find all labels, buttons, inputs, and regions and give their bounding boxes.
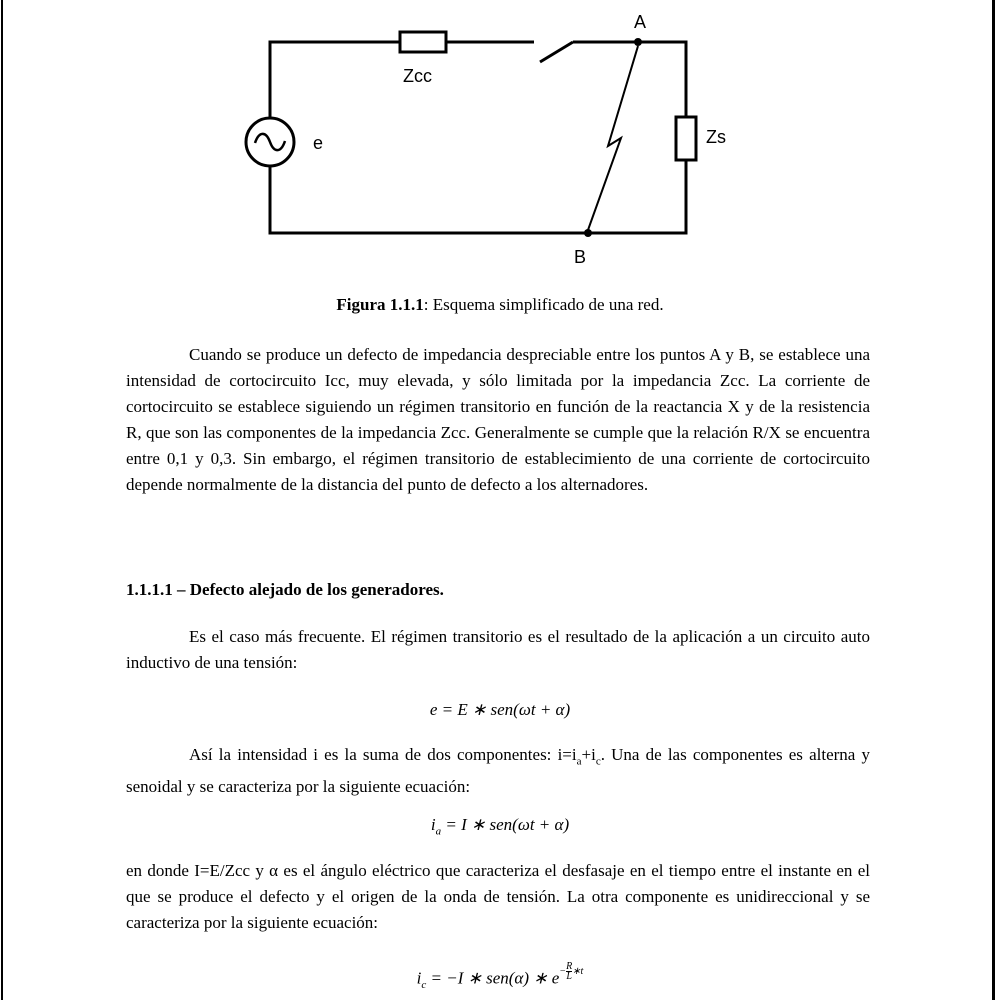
paragraph-3-text-before: Así la intensidad i es la suma de dos componentes: i=i — [189, 745, 577, 764]
node-a-dot — [634, 38, 642, 46]
paragraph-1: Cuando se produce un defecto de impedancia despreciable entre los puntos A y B, se establece una intensidad de cortocircuito Icc, muy elevada, y sólo limitada por la impedancia Zcc. La corriente de cortocircuito se establece siguiendo un régimen transitorio en función de la reactancia X y de la resistencia R, que son las componentes de la impedancia Zcc. Generalmente se cumple que la relación R/X se encuentra entre 0,1 y 0,3. Sin embargo, el régimen transitorio de establecimiento de una corriente de cortocircuito depende normalmente de la distancia del punto de defecto a los alternadores. — [126, 345, 870, 494]
figure-caption-text: : Esquema simplificado de una red. — [423, 295, 664, 314]
label-e: e — [313, 133, 324, 153]
subscript-c: c — [595, 755, 601, 768]
paragraph-4: en donde I=E/Zcc y α es el ángulo eléctrico que caracteriza el desfasaje en el tiempo entre el instante en el que se produce el defecto y el origen de la onda de tensión. La otra componente es unidireccional y se caracteriza por la siguiente ecuación: — [126, 861, 870, 932]
subscript-a: a — [576, 755, 582, 768]
equation-3-exponent — [559, 961, 584, 982]
section-heading: 1.1.1.1 – Defecto alejado de los generadores. — [126, 580, 444, 599]
equation-3-rhs: = −I ∗ sen(α) ∗ e — [426, 968, 560, 988]
exponent-sign: − — [559, 965, 567, 977]
zcc-resistor — [400, 32, 446, 52]
exponent-tail: ∗t — [572, 965, 584, 977]
figure-label: Figura 1.1.1 — [336, 295, 424, 314]
circuit-wires — [270, 42, 686, 233]
equation-3 — [0, 961, 1000, 991]
paragraph-2: Es el caso más frecuente. El régimen transitorio es el resultado de la aplicación a un circuito auto inductivo de una tensión: — [126, 627, 870, 672]
equation-2-rhs: = I ∗ sen(ωt + α) — [441, 815, 570, 834]
equation-1: e = E ∗ sen(ωt + α) — [429, 700, 571, 719]
label-zs: Zs — [706, 127, 726, 147]
equation-2-lhs: i — [430, 815, 436, 834]
equation-2-lhs-sub: a — [435, 825, 442, 838]
paragraph-3-text-after: . Una de las componentes es alterna y senoidal y se caracteriza por la siguiente ecuación: — [126, 745, 870, 797]
figure-caption — [0, 295, 1000, 315]
circuit-diagram — [0, 0, 1000, 290]
equation-2 — [0, 815, 1000, 837]
label-zcc: Zcc — [403, 66, 432, 86]
equation-3-lhs-sub: c — [421, 978, 427, 991]
fault-lightning-icon — [588, 46, 638, 230]
zs-resistor — [676, 117, 696, 160]
exponent-numerator: R — [566, 961, 573, 972]
paragraph-3 — [126, 742, 870, 800]
ac-source-icon — [246, 118, 294, 166]
node-b-dot — [584, 229, 592, 237]
label-node-b: B — [574, 247, 587, 267]
exponent-denominator: L — [566, 971, 572, 982]
equation-3-lhs: i — [416, 968, 422, 988]
label-node-a: A — [634, 12, 647, 32]
paragraph-3-text-mid: +i — [581, 745, 596, 764]
